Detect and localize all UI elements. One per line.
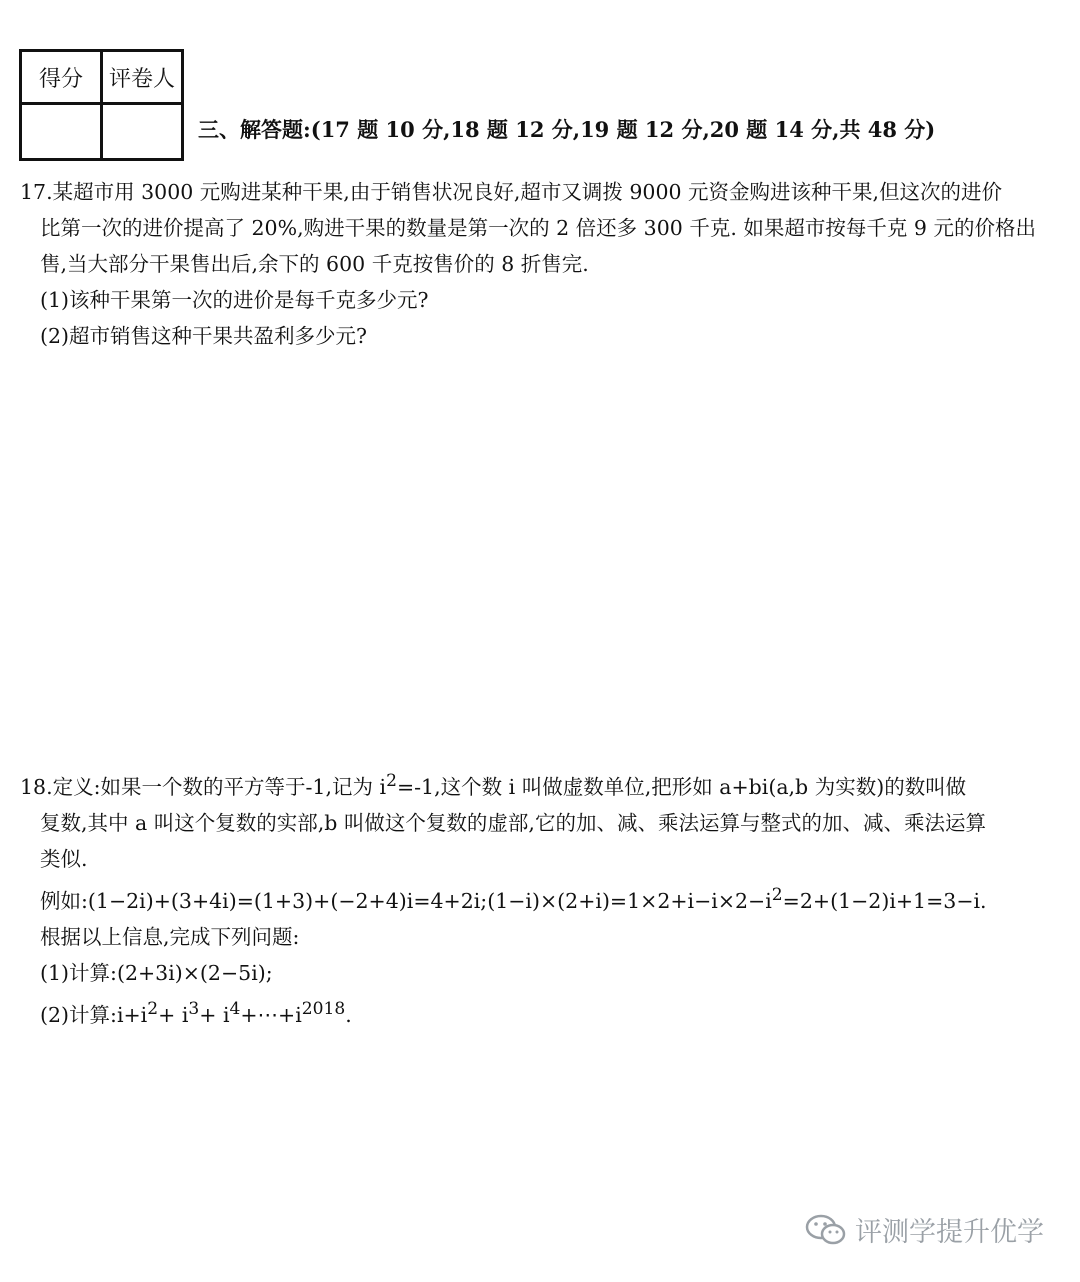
score-cell xyxy=(21,104,102,160)
grader-cell xyxy=(102,104,183,160)
q18-line: 类似. xyxy=(40,846,88,871)
watermark xyxy=(805,1210,1044,1249)
q17-line: 售,当大部分干果售出后,余下的 600 千克按售价的 8 折售完. xyxy=(40,252,589,276)
score-table xyxy=(19,49,184,161)
q17-line: 比第一次的进价提高了 20%,购进干果的数量是第一次的 2 倍还多 300 千克. 如果超市按每千克 9 元的价格出 xyxy=(40,216,1036,240)
score-header: 得分 xyxy=(21,51,102,104)
grader-header: 评卷人 xyxy=(102,51,183,104)
q18-definition-line: 18.定义:如果一个数的平方等于-1,记为 $i^2=-1$,这个数 i 叫做虚数单位,把形如 a+bi(a,b 为实数)的数叫做 xyxy=(20,771,967,799)
q18-line: 复数,其中 a 叫这个复数的实部,b 叫做这个复数的虚部,它的加、减、乘法运算与整式的加、减、乘法运算 xyxy=(40,810,986,835)
q18-subquestion-1: (1)计算:(2+3i)×(2−5i); xyxy=(40,960,273,985)
score-table-header-row xyxy=(21,51,183,104)
score-table-blank-row xyxy=(21,104,183,160)
section-title: 三、解答题:(17 题 10 分,18 题 12 分,19 题 12 分,20 题 14 分,共 48 分) xyxy=(198,117,936,142)
question-17 xyxy=(20,174,1060,354)
q18-subquestion-2: (2)计算$:i+i^2+ i^3+$ $i^4+\cdots+i^{2018}$. xyxy=(40,998,352,1027)
q17-subquestion-2: (2)超市销售这种干果共盈利多少元? xyxy=(40,324,368,348)
wechat-logo-icon xyxy=(805,1213,847,1247)
question-18 xyxy=(20,763,1060,1032)
q17-line: 17.某超市用 3000 元购进某种干果,由于销售状况良好,超市又调拨 9000 元资金购进该种干果,但这次的进价 xyxy=(20,180,1003,204)
q18-instruction: 根据以上信息,完成下列问题: xyxy=(40,924,300,949)
watermark-text: 评测学提升优学 xyxy=(855,1217,1044,1248)
q18-example: 例如$:(1-2i)+(3+4i)=(1+3)+(-2+4)i=4+2i;(1-i)\times(2+i)=1\times 2+i-i\times 2-i^2=2+(1-2)i+1=3-i$. xyxy=(40,884,987,913)
q17-subquestion-1: (1)该种干果第一次的进价是每千克多少元? xyxy=(40,288,429,312)
